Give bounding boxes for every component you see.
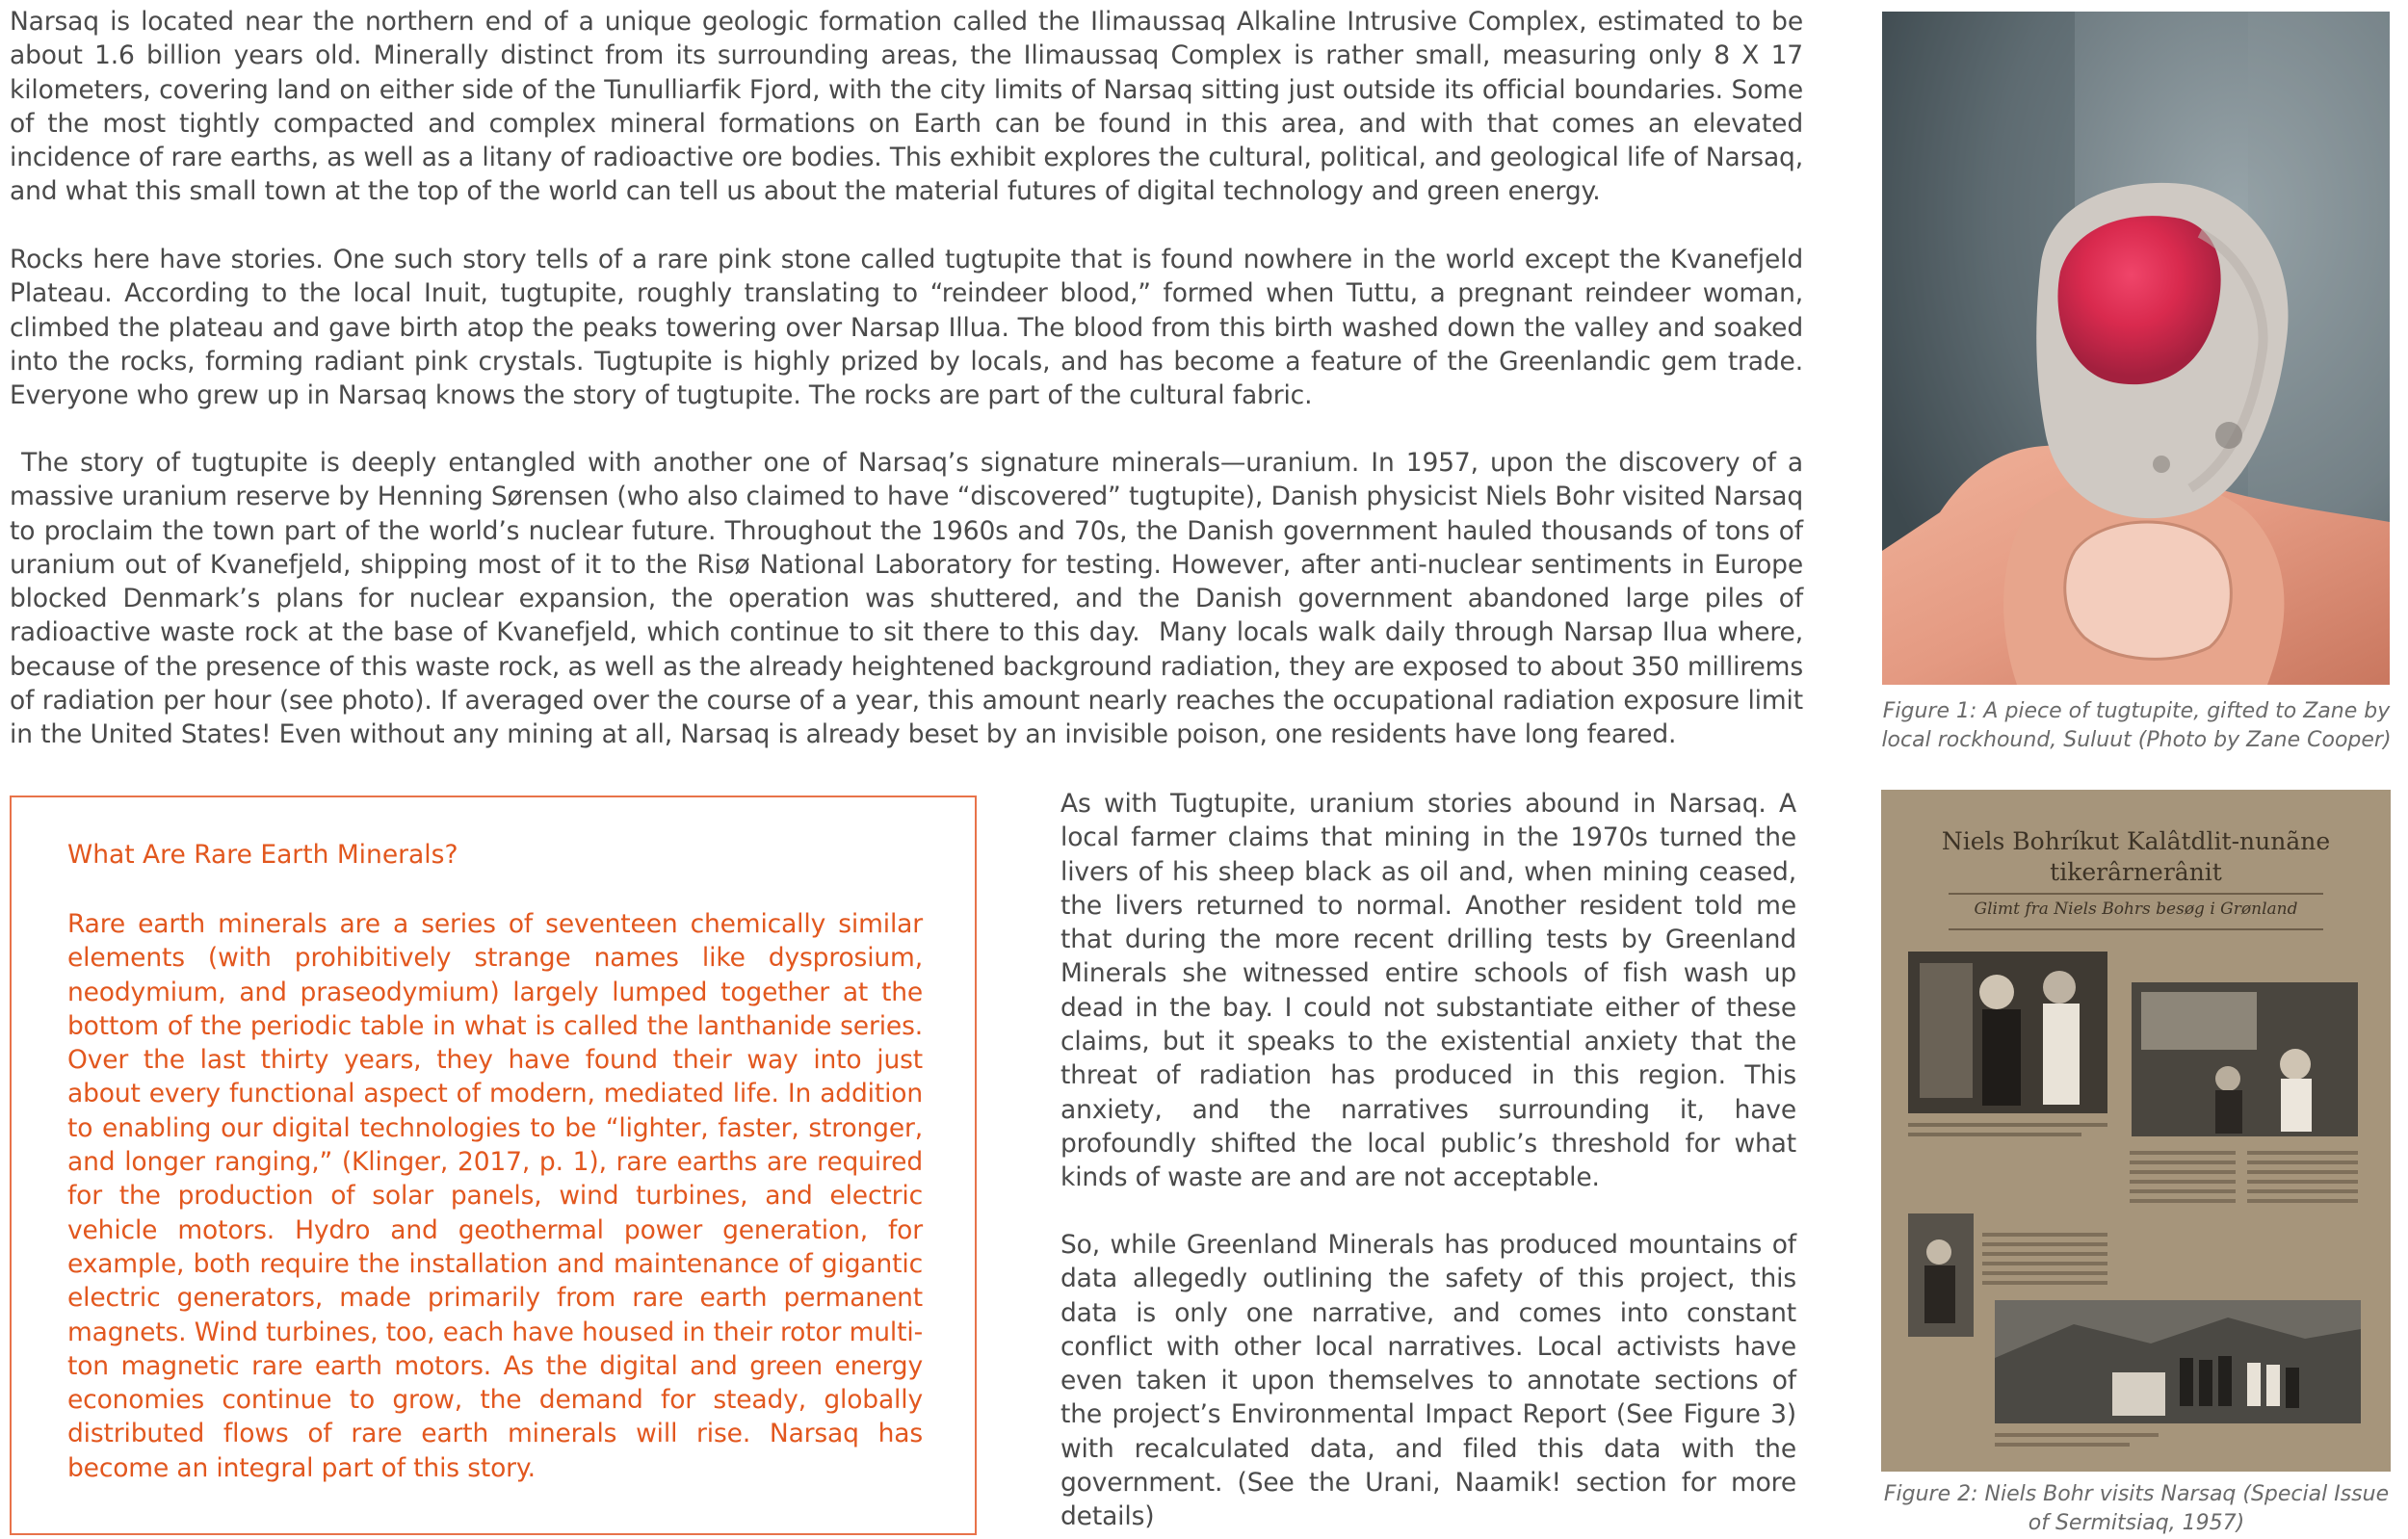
newspaper-heading-line2: tikerârnerânit <box>2050 858 2222 886</box>
data-narratives-paragraph: So, while Greenland Minerals has produced mountains of data allegedly outlining the safety of this project, this data is only one narrative, and comes into constant conflict with other local narratives. Local activists have even taken it upon themselves to annotate sections of the project’s Environmental Impact Report (See Figure 3) with recalculated data, and filed this data with the government. (See the Urani, Naamik! section for more details) <box>1060 1230 1796 1532</box>
sidebar-title: What Are Rare Earth Minerals? <box>67 840 458 870</box>
tugtupite-photo <box>1882 12 2390 685</box>
tugtupite-photo-illustration <box>1882 12 2390 685</box>
niels-bohr-newspaper-image <box>1881 790 2391 1472</box>
tugtupite-paragraph: Rocks here have stories. One such story tells of a rare pink stone called tugtupite that is found nowhere in the world except the Kvanefjeld Plateau. According to the local Inuit, tugtupite, roughly translating to “reindeer blood,” formed when Tuttu, a pregnant reindeer woman, climbed the plateau and gave birth atop the peaks towering over Narsap Illua. The blood from this birth washed down the valley and soaked into the rocks, forming radiant pink crystals. Tugtupite is highly prized by locals, and has become a feature of the Greenlandic gem trade. Everyone who grew up in Narsaq knows the story of tugtupite. The rocks are part of the cultural fabric. <box>10 245 1803 411</box>
figure-1-caption: Figure 1: A piece of tugtupite, gifted to Zane by local rockhound, Suluut (Photo by Zane Cooper) <box>1881 699 2392 752</box>
newspaper-heading-line1: Niels Bohríkut Kalâtdlit-nunãne <box>1941 827 2331 855</box>
uranium-paragraph: The story of tugtupite is deeply entangled with another one of Narsaq’s signature minerals—uranium. In 1957, upon the discovery of a massive uranium reserve by Henning Sørensen (who also claimed to have “discovered” tugtupite), Danish physicist Niels Bohr visited Narsaq to proclaim the town part of the world’s nuclear future. Throughout the 1960s and 70s, the Danish government hauled thousands of tons of uranium out of Kvanefjeld, shipping most of it to the Risø National Laboratory for testing. However, after anti-nuclear sentiments in Europe blocked Denmark’s plans for nuclear expansion, the operation was shuttered, and the Danish government abandoned large piles of radioactive waste rock at the base of Kvanefjeld, which continue to sit there to this day. Many locals walk daily through Narsap Ilua where, because of the presence of this waste rock, as well as the already heightened background radiation, they are exposed to about 350 millirems of radiation per hour (see photo). If averaged over the course of a year, this amount nearly reaches the occupational radiation exposure limit in the United States! Even without any mining at all, Narsaq is already beset by an invisible poison, one residents have long feared. <box>10 448 1812 750</box>
figure-2-caption: Figure 2: Niels Bohr visits Narsaq (Special Issue of Sermitsiaq, 1957) <box>1883 1482 2390 1535</box>
intro-paragraph: Narsaq is located near the northern end of a unique geologic formation called the Ilimaussaq Alkaline Intrusive Complex, estimated to be about 1.6 billion years old. Minerally distinct from its surrounding areas, the Ilimaussaq Complex is rather small, measuring only 8 X 17 kilometers, covering land on either side of the Tunulliarfik Fjord, with the city limits of Narsaq sitting just outside its official boundaries. Some of the most tightly compacted and complex mineral formations on Earth can be found in this area, and with that comes an elevated incidence of rare earths, as well as a litany of radioactive ore bodies. This exhibit explores the cultural, political, and geological life of Narsaq, and what this small town at the top of the world can tell us about the material futures of digital technology and green energy. <box>10 7 1803 207</box>
newspaper-photos-illustration <box>1881 790 2391 1472</box>
uranium-stories-paragraph: As with Tugtupite, uranium stories abound in Narsaq. A local farmer claims that mining in the 1970s turned the livers of his sheep black as oil and, when mining ceased, the livers returned to normal. Another resident told me that during the more recent drilling tests by Greenland Minerals she witnessed entire schools of fish wash up dead in the bay. I could not substantiate either of these claims, but it speaks to the existential anxiety that the threat of radiation has produced in this region. This anxiety, and the narratives surrounding it, have profoundly shifted the local public’s threshold for what kinds of waste are and are not acceptable. <box>1060 789 1796 1193</box>
rare-earth-sidebar <box>10 796 977 1535</box>
newspaper-subheading: Glimt fra Niels Bohrs besøg i Grønland <box>1974 900 2298 919</box>
sidebar-body: Rare earth minerals are a series of seventeen chemically similar elements (with prohibitively strange names like dysprosium, neodymium, and praseodymium) largely lumped together at the bottom of the periodic table in what is called the lanthanide series. Over the last thirty years, they have found their way into just about every functional aspect of modern, mediated life. In addition to enabling our digital technologies to be “lighter, faster, stronger, and longer ranging,” (Klinger, 2017, p. 1), rare earths are required for the production of solar panels, wind turbines, and electric vehicle motors. Hydro and geothermal power generation, for example, both require the installation and maintenance of gigantic electric generators, made primarily from rare earth permanent magnets. Wind turbines, too, each have housed in their rotor multi-ton magnetic rare earth motors. As the digital and green energy economies continue to grow, the demand for steady, globally distributed flows of rare earth minerals will rise. Narsaq has become an integral part of this story. <box>67 909 923 1483</box>
